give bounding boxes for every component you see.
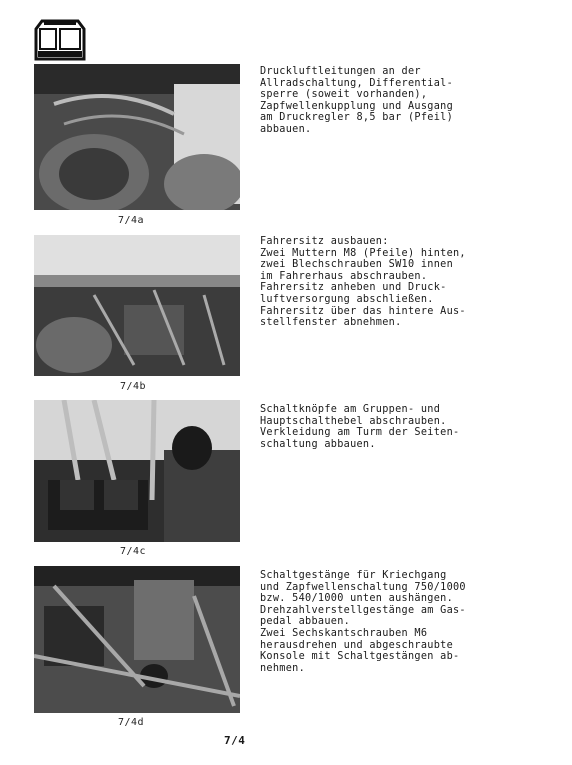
tractor-cab-icon <box>30 15 88 63</box>
instruction-text: Schaltknöpfe am Gruppen- und Hauptschalthebel abschrauben. Verkleidung am Turm der Seiten- schaltung abbauen. <box>260 404 460 450</box>
photo-7-4c <box>34 400 240 542</box>
instruction-text: Druckluftleitungen an der Allradschaltung, Differential- sperre (soweit vorhanden), Zapfwellenkupplung und Ausgang am Druckregler 8,5 bar (Pfeil) abbauen. <box>260 66 454 135</box>
instruction-text: Fahrersitz ausbauen: Zwei Muttern M8 (Pfeile) hinten, zwei Blechschrauben SW10 innen im Fahrerhaus abschrauben. Fahrersitz anheben und Druck- luftversorgung abschließen. Fahrersitz über das hintere Aus- stellfenster abnehmen. <box>260 236 466 329</box>
photo-caption: 7/4c <box>120 546 147 557</box>
photo-caption: 7/4a <box>118 215 145 226</box>
photo-7-4b <box>34 235 240 376</box>
photo-caption: 7/4b <box>120 381 147 392</box>
photo-caption: 7/4d <box>118 717 145 728</box>
photo-7-4a <box>34 64 240 210</box>
page-number: 7/4 <box>224 734 246 747</box>
instruction-text: Schaltgestänge für Kriechgang und Zapfwellenschaltung 750/1000 bzw. 540/1000 unten aushängen. Drehzahlverstellgestänge am Gas- pedal abbauen. Zwei Sechskantschrauben M6 herausdrehen und abgeschraubte Konsole mit Schaltgestängen ab- nehmen. <box>260 570 466 674</box>
photo-7-4d <box>34 566 240 713</box>
